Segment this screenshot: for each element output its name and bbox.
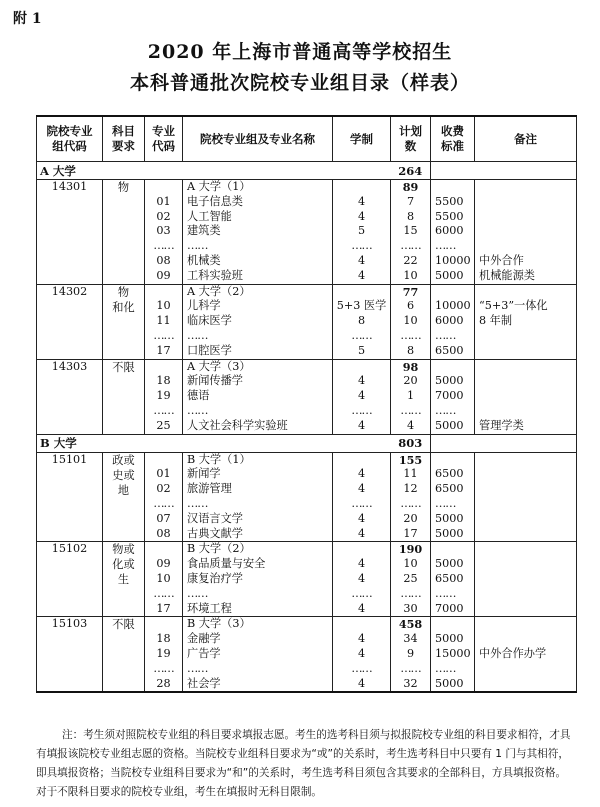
cell-name: 新闻学 [187,467,221,481]
cell-plan: 34 [403,632,418,646]
cell-plan: 8 [406,343,415,357]
cell-fee: 5000 [435,418,464,432]
cell-duration: …… [351,496,372,510]
cell-duration: 4 [357,526,366,540]
cell-name: 建筑类 [187,224,221,238]
cell-remark [475,404,576,419]
cell-major-code: 28 [156,676,171,690]
cell-name: …… [187,239,208,253]
col-major-code [145,542,183,617]
cell-duration: 5+3 医学 [336,299,387,313]
subject-line: 生 [117,573,130,587]
cell-fee: …… [435,586,456,600]
cell-major-code [145,285,182,300]
cell-fee: 6000 [435,314,464,328]
col-duration [333,617,391,692]
cell-fee: 6500 [435,482,464,496]
cell-name: 古典文献学 [187,526,243,540]
cell-remark: 中外合作办学 [479,646,547,660]
cell-major-code: …… [153,661,174,675]
cell-fee [431,360,474,375]
cell-remark [475,344,576,359]
col-major-code [145,452,183,542]
cell-fee: 5000 [435,268,464,282]
cell-duration [333,453,390,468]
cell-plan: 98 [402,359,419,374]
cell-remark [475,224,576,239]
group-row [37,617,577,692]
subject-requirement [103,452,145,542]
cell-major-code: 19 [156,389,171,403]
cell-name: 新闻传播学 [187,374,243,388]
col-duration [333,359,391,434]
col-remark [475,452,577,542]
cell-duration: …… [351,661,372,675]
cell-plan: 4 [406,418,415,432]
cell-major-code: 10 [156,299,171,313]
cell-duration: …… [351,239,372,253]
col-name [183,542,333,617]
subject-requirement [103,284,145,359]
col-remark [475,359,577,434]
cell-duration: 4 [357,571,366,585]
school-row [37,162,577,180]
cell-duration [333,542,390,557]
cell-major-code: 18 [156,374,171,388]
cell-remark [475,557,576,572]
cell-major-code: 09 [156,557,171,571]
subject-requirement [103,359,145,434]
cell-name: 人文社会科学实验班 [187,418,288,432]
cell-duration [333,180,390,195]
cell-major-code: …… [153,328,174,342]
cell-remark: 管理学类 [479,418,524,432]
col-major-code [145,180,183,285]
cell-major-code: 07 [156,511,171,525]
col-duration [333,284,391,359]
cell-plan: 12 [403,482,418,496]
cell-remark [475,180,576,195]
cell-plan: 32 [403,676,418,690]
school-total: 803 [391,434,431,452]
catalog-body [37,162,577,693]
cell-major-code: 08 [156,253,171,267]
group-code: 15101 [37,452,103,542]
cell-plan: 17 [403,526,418,540]
cell-fee: 5000 [435,632,464,646]
cell-major-code: 02 [156,209,171,223]
col-duration [333,452,391,542]
cell-plan: …… [400,586,421,600]
cell-fee: 6000 [435,224,464,238]
cell-duration [333,285,390,300]
subject-line: 物或 [112,543,135,557]
subject-line: 化或 [112,558,135,572]
group-code: 14301 [37,180,103,285]
col-major-code [145,359,183,434]
cell-fee: 7000 [435,601,464,615]
cell-remark [475,195,576,210]
col-plan [391,180,431,285]
col-remark [475,284,577,359]
cell-name: A 大学（3） [187,359,251,373]
cell-remark [475,632,576,647]
school-name: A 大学 [37,162,391,180]
cell-fee: …… [435,403,456,417]
cell-name: B 大学（3） [187,617,251,631]
col-remark [475,617,577,692]
footnote-text: 注：考生须对照院校专业组的科目要求填报志愿。考生的选考科目须与拟报院校专业组的科目要求相符，才具有填报该院校专业组志愿的资格。当院校专业组科目要求为“或”的关系时，考生选考科目中只要有 1 门与其相符，即具填报资格；当院校专业组科目要求为“和”的关系时，考生选考科目须包含其要求的全部科目，方具填报资格。对于不限科目要求的院校专业组，考生在填报时无科目限制。 [36,729,571,798]
cell-duration: 4 [357,511,366,525]
cell-remark: 机械能源类 [479,268,535,282]
cell-duration: 4 [357,209,366,223]
school-row-blank [431,162,577,180]
document-title-line2: 本科普通批次院校专业组目录（样表） [129,72,470,94]
cell-plan: 9 [406,646,415,660]
cell-fee: 5500 [435,209,464,223]
cell-plan: 10 [403,314,418,328]
cell-major-code: 17 [156,343,171,357]
cell-major-code: 08 [156,526,171,540]
subject-requirement [103,617,145,692]
cell-remark [475,512,576,527]
cell-duration: 4 [357,418,366,432]
cell-fee: 6500 [435,467,464,481]
col-fee [431,617,475,692]
cell-name: 儿科学 [187,299,221,313]
cell-plan: 20 [403,511,418,525]
cell-name: B 大学（1） [187,452,251,466]
cell-major-code: 01 [156,194,171,208]
cell-fee [431,617,474,632]
cell-duration [333,360,390,375]
cell-major-code: 10 [156,571,171,585]
cell-plan: 8 [406,209,415,223]
cell-major-code: 11 [156,314,171,328]
cell-major-code: 17 [156,601,171,615]
group-code: 15103 [37,617,103,692]
col-major-code [145,617,183,692]
cell-remark [475,374,576,389]
group-code: 14302 [37,284,103,359]
cell-name: 机械类 [187,253,221,267]
cell-remark [475,527,576,542]
cell-name: 电子信息类 [187,194,243,208]
cell-major-code: 01 [156,467,171,481]
col-name [183,284,333,359]
cell-fee: 5000 [435,526,464,540]
header-major-code: 专业 代码 [145,116,183,162]
cell-major-code [145,360,182,375]
cell-plan: 7 [406,194,415,208]
cell-plan: …… [400,496,421,510]
cell-fee: …… [435,239,456,253]
cell-name: 口腔医学 [187,343,232,357]
cell-remark: 8 年制 [479,314,513,328]
cell-name: 工科实验班 [187,268,243,282]
subject-line: 和化 [112,300,135,314]
group-row [37,542,577,617]
cell-name: 食品质量与安全 [187,557,266,571]
group-row [37,180,577,285]
cell-name: A 大学（2） [187,284,251,298]
subject-requirement [103,180,145,285]
header-duration: 学制 [333,116,391,162]
col-name [183,359,333,434]
school-row-blank [431,434,577,452]
group-row [37,284,577,359]
cell-plan: 25 [403,571,418,585]
cell-plan: 190 [398,542,423,557]
cell-major-code: 19 [156,646,171,660]
col-fee [431,359,475,434]
cell-duration: 4 [357,676,366,690]
cell-fee: 10000 [435,253,471,267]
cell-plan: …… [400,239,421,253]
cell-name: 环境工程 [187,601,232,615]
cell-remark [475,617,576,632]
cell-duration: 5 [357,343,366,357]
col-major-code [145,284,183,359]
subject-line: 物 [117,181,130,194]
cell-duration: 4 [357,389,366,403]
subject-line: 政或 [112,453,135,467]
cell-remark [475,572,576,587]
cell-fee: 7000 [435,389,464,403]
cell-duration: 4 [357,632,366,646]
cell-plan: 77 [402,284,419,299]
cell-duration: …… [351,403,372,417]
group-row [37,452,577,542]
cell-fee: 5000 [435,557,464,571]
cell-major-code: 09 [156,268,171,282]
cell-duration: 4 [357,194,366,208]
cell-plan: 30 [403,601,418,615]
col-fee [431,180,475,285]
cell-major-code: …… [153,496,174,510]
cell-fee: 5000 [435,511,464,525]
cell-major-code: …… [153,586,174,600]
col-plan [391,617,431,692]
cell-major-code [145,617,182,632]
cell-duration: 4 [357,268,366,282]
cell-remark [475,285,576,300]
cell-plan: 1 [406,389,415,403]
col-duration [333,542,391,617]
cell-name: 汉语言文学 [187,511,243,525]
cell-plan: 10 [403,557,418,571]
header-name: 院校专业组及专业名称 [183,116,333,162]
col-fee [431,452,475,542]
cell-major-code: …… [153,403,174,417]
cell-fee: 10000 [435,299,471,313]
cell-remark [475,329,576,344]
col-plan [391,452,431,542]
cell-remark: 中外合作 [479,253,524,267]
cell-fee: 6500 [435,343,464,357]
col-name [183,617,333,692]
header-fee: 收费 标准 [431,116,475,162]
cell-fee: 5000 [435,676,464,690]
cell-plan: 10 [403,268,418,282]
cell-plan: 22 [403,253,418,267]
cell-remark [475,360,576,375]
annex-label: 附 1 [13,11,42,27]
header-subject: 科目 要求 [103,116,145,162]
cell-plan: 458 [398,617,423,632]
cell-name: …… [187,586,208,600]
cell-name: 旅游管理 [187,482,232,496]
cell-name: 人工智能 [187,209,232,223]
header-plan: 计划 数 [391,116,431,162]
header-group-code: 院校专业 组代码 [37,116,103,162]
cell-remark [475,662,576,677]
footnote [36,726,576,802]
cell-remark [475,677,576,692]
cell-major-code [145,180,182,195]
cell-remark: “5+3”一体化 [479,299,548,313]
cell-fee [431,453,474,468]
cell-remark [475,482,576,497]
school-row [37,434,577,452]
document-title-line1: 2020 年上海市普通高等学校招生 [147,41,453,63]
cell-major-code [145,542,182,557]
cell-name: 社会学 [187,676,221,690]
cell-name: 康复治疗学 [187,571,243,585]
cell-remark [475,453,576,468]
cell-remark [475,210,576,225]
cell-duration: 4 [357,557,366,571]
cell-name: B 大学（2） [187,542,251,556]
col-duration [333,180,391,285]
cell-name: 金融学 [187,632,221,646]
cell-duration: 4 [357,482,366,496]
cell-duration: 8 [357,314,366,328]
cell-duration: 4 [357,253,366,267]
cell-duration: 4 [357,646,366,660]
cell-remark [475,239,576,254]
cell-duration: …… [351,328,372,342]
cell-duration: 5 [357,224,366,238]
cell-plan: 89 [402,180,419,194]
subject-requirement [103,542,145,617]
school-total: 264 [391,162,431,180]
cell-major-code: 03 [156,224,171,238]
cell-major-code [145,453,182,468]
cell-name: 德语 [187,389,210,403]
cell-name: …… [187,496,208,510]
col-fee [431,284,475,359]
cell-remark [475,602,576,617]
cell-plan: …… [400,403,421,417]
cell-name: …… [187,403,208,417]
cell-major-code: 02 [156,482,171,496]
cell-fee: …… [435,661,456,675]
subject-line: 史或 [112,468,135,482]
cell-duration [333,617,390,632]
group-code: 15102 [37,542,103,617]
cell-name: …… [187,661,208,675]
col-remark [475,180,577,285]
group-row [37,359,577,434]
cell-name: A 大学（1） [187,180,251,193]
cell-remark [475,542,576,557]
cell-plan: 11 [403,467,418,481]
cell-duration: 4 [357,467,366,481]
cell-name: …… [187,328,208,342]
cell-major-code: …… [153,239,174,253]
col-fee [431,542,475,617]
cell-remark [475,497,576,512]
cell-remark [475,587,576,602]
col-plan [391,542,431,617]
table-header-row [37,116,577,162]
cell-fee [431,542,474,557]
subject-line: 物 [117,285,130,299]
cell-fee: 6500 [435,571,464,585]
cell-fee: 15000 [435,646,471,660]
cell-major-code: 25 [156,418,171,432]
cell-duration: …… [351,586,372,600]
cell-duration: 4 [357,374,366,388]
cell-plan: 15 [403,224,418,238]
subject-line: 不限 [112,618,135,632]
school-name: B 大学 [37,434,391,452]
cell-plan: 20 [403,374,418,388]
cell-remark [475,467,576,482]
cell-remark [475,389,576,404]
cell-plan: …… [400,328,421,342]
col-remark [475,542,577,617]
cell-major-code: 18 [156,632,171,646]
subject-line: 地 [117,483,130,497]
group-code: 14303 [37,359,103,434]
col-plan [391,359,431,434]
cell-fee [431,180,474,195]
cell-name: 广告学 [187,646,221,660]
cell-fee: 5500 [435,194,464,208]
catalog-table [36,115,577,693]
cell-plan: …… [400,661,421,675]
cell-plan: 6 [406,299,415,313]
header-remark: 备注 [475,116,577,162]
cell-fee: …… [435,328,456,342]
cell-name: 临床医学 [187,314,232,328]
subject-line: 不限 [112,360,135,374]
cell-fee: 5000 [435,374,464,388]
cell-plan: 155 [398,452,423,467]
col-plan [391,284,431,359]
cell-fee: …… [435,496,456,510]
col-name [183,180,333,285]
cell-duration: 4 [357,601,366,615]
cell-fee [431,285,474,300]
col-name [183,452,333,542]
